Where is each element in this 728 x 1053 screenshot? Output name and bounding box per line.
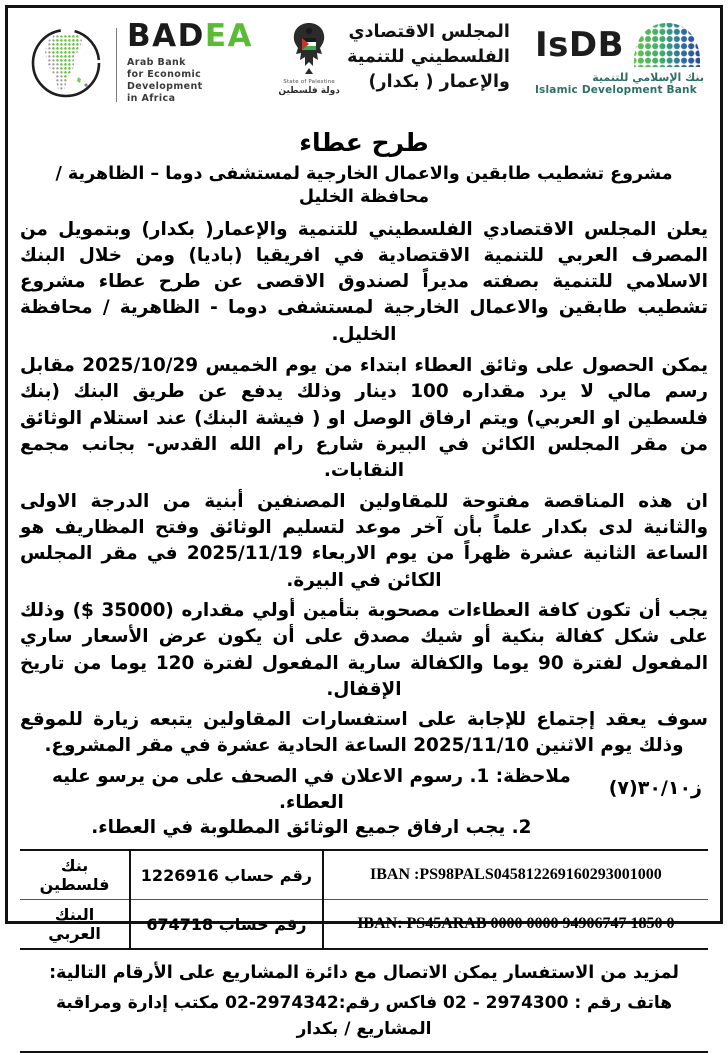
announcement-body: [20, 217, 708, 760]
emblem-caption-en: State of Palestine: [283, 79, 335, 85]
isdb-name-en: Islamic Development Bank: [534, 84, 697, 96]
palestine-emblem-block: [278, 20, 340, 96]
notes-list: [20, 764, 603, 841]
council-name: [347, 20, 510, 95]
paragraph-eligibility: ان هذه المناقصة مفتوحة للمقاولين المصنفين أبنية من الدرجة الاولى والثانية لدى بكدار علماً بأن آخر موعد لتسليم الوثائق وفتح المظاريف هو الساعة الثانية عشرة ظهراً من يوم الاربعاء 2025/11/19 في مقر المجلس الكائن في البيرة.: [20, 490, 709, 591]
isdb-acronym: IsDB: [534, 24, 624, 65]
note-item-2: 2. يجب ارفاق جميع الوثائق المطلوبة في العطاء.: [91, 817, 532, 839]
badea-wordmark: [127, 17, 254, 106]
badea-name: BADEA: [127, 17, 254, 54]
badea-tagline-line-2: for Economic: [127, 68, 202, 80]
header-logos: [20, 17, 708, 121]
council-name-line-3: والإعمار ( بكدار): [368, 71, 510, 92]
bank-account-number: رقم حساب 674718: [130, 900, 323, 950]
pecdar-council-logo: [278, 20, 510, 96]
paragraph-site-visit: سوف يعقد إجتماع للإجابة على استفسارات المقاولين يتبعه زيارة للموقع وذلك يوم الاثنين 2025/11/10 الساعة الحادية عشرة في مقر المشروع.: [20, 709, 708, 757]
paragraph-bid-bond: يجب أن تكون كافة العطاءات مصحوبة بتأمين أولي مقداره (35000 $) وذلك على شكل كفالة بنكية أو شيك مصدق على أن يكون عرض الأسعار ساري المفعول لفترة 90 يوما والكفالة سارية المفعول لفترة 120 يوما من تاريخ الإقفال.: [20, 599, 709, 700]
isdb-dome-icon: [630, 21, 704, 69]
bank-iban: IBAN :PS98PALS045812269160293001000: [323, 850, 708, 900]
badea-logo: [24, 19, 253, 107]
bank-account-number: رقم حساب 1226916: [130, 850, 323, 900]
isdb-logo: [535, 21, 704, 96]
council-name-line-2: الفلسطيني للتنمية: [347, 46, 510, 67]
page-title: طرح عطاء: [299, 128, 429, 157]
council-name-line-1: المجلس الاقتصادي: [348, 22, 510, 42]
badea-tagline-line-1: Arab Bank: [127, 56, 186, 68]
footer-phone-line: هاتف رقم : 2974300 - 02 فاكس رقم:2974342-02 مكتب إدارة ومراقبة المشاريع / بكدار: [55, 993, 673, 1039]
footer-contacts: [20, 960, 708, 1053]
badea-tagline: [127, 57, 253, 106]
badea-tagline-line-3: Development: [127, 81, 203, 92]
footer-inquiry-line: لمزيد من الاستفسار يمكن الاتصال مع دائرة المشاريع على الأرقام التالية:: [49, 963, 679, 984]
bank-name: البنك العربي: [48, 905, 101, 944]
bank-accounts-table: [20, 849, 708, 950]
emblem-caption-ar: دولة فلسطين: [278, 86, 340, 96]
table-row: [20, 850, 708, 900]
africa-globe-icon: [24, 19, 108, 107]
logo-divider: [116, 28, 117, 102]
badea-tagline-line-4: in Africa: [127, 93, 176, 105]
isdb-wordmark: [535, 21, 704, 69]
paragraph-announcement: يعلن المجلس الاقتصادي الفلسطيني للتنمية والإعمار( بكدار) وبتمويل من المصرف العربي للتنمية الاقتصادية في افريقيا (باديا) ومن خلال البنك الاسلامي للتنمية بصفته مديراً لصندوق الاقصى عن طرح عطاء مشروع تشطيب طابقين والاعمال الخارجية لمستشفى دوما - الظاهرية / محافظة الخليل.: [20, 218, 708, 345]
note-item-1: ملاحظة: 1. رسوم الاعلان في الصحف على من يرسو عليه العطاء.: [51, 765, 571, 813]
isdb-name-ar: بنك الإسلامي للتنمية: [592, 71, 704, 84]
page-frame: [5, 5, 723, 1039]
project-subtitle: مشروع تشطيب طابقين والاعمال الخارجية لمستشفى دوما – الظاهرية / محافظة الخليل: [55, 164, 673, 207]
notes-section: [20, 764, 708, 841]
paragraph-documents: يمكن الحصول على وثائق العطاء ابتداء من يوم الخميس 2025/10/29 مقابل رسم مالي لا يرد مقداره 100 دينار وذلك يدفع عن طريق البنك (بنك فلسطين او العربي) ويتم ارفاق الوصل او ( فيشة البنك) عند استلام الوثائق من مقر المجلس الكائن في البيرة شارع رام الله القدس- بجانب مجمع النقابات.: [20, 355, 708, 482]
bank-name: بنك فلسطين: [20, 850, 130, 900]
table-row: [20, 900, 708, 950]
reference-code: ز٣٠/١٠(٧): [608, 776, 702, 799]
bank-iban: IBAN: PS45ARAB 0000 0000 94906747 1850 0: [323, 900, 708, 950]
palestine-eagle-emblem-icon: [286, 20, 332, 78]
